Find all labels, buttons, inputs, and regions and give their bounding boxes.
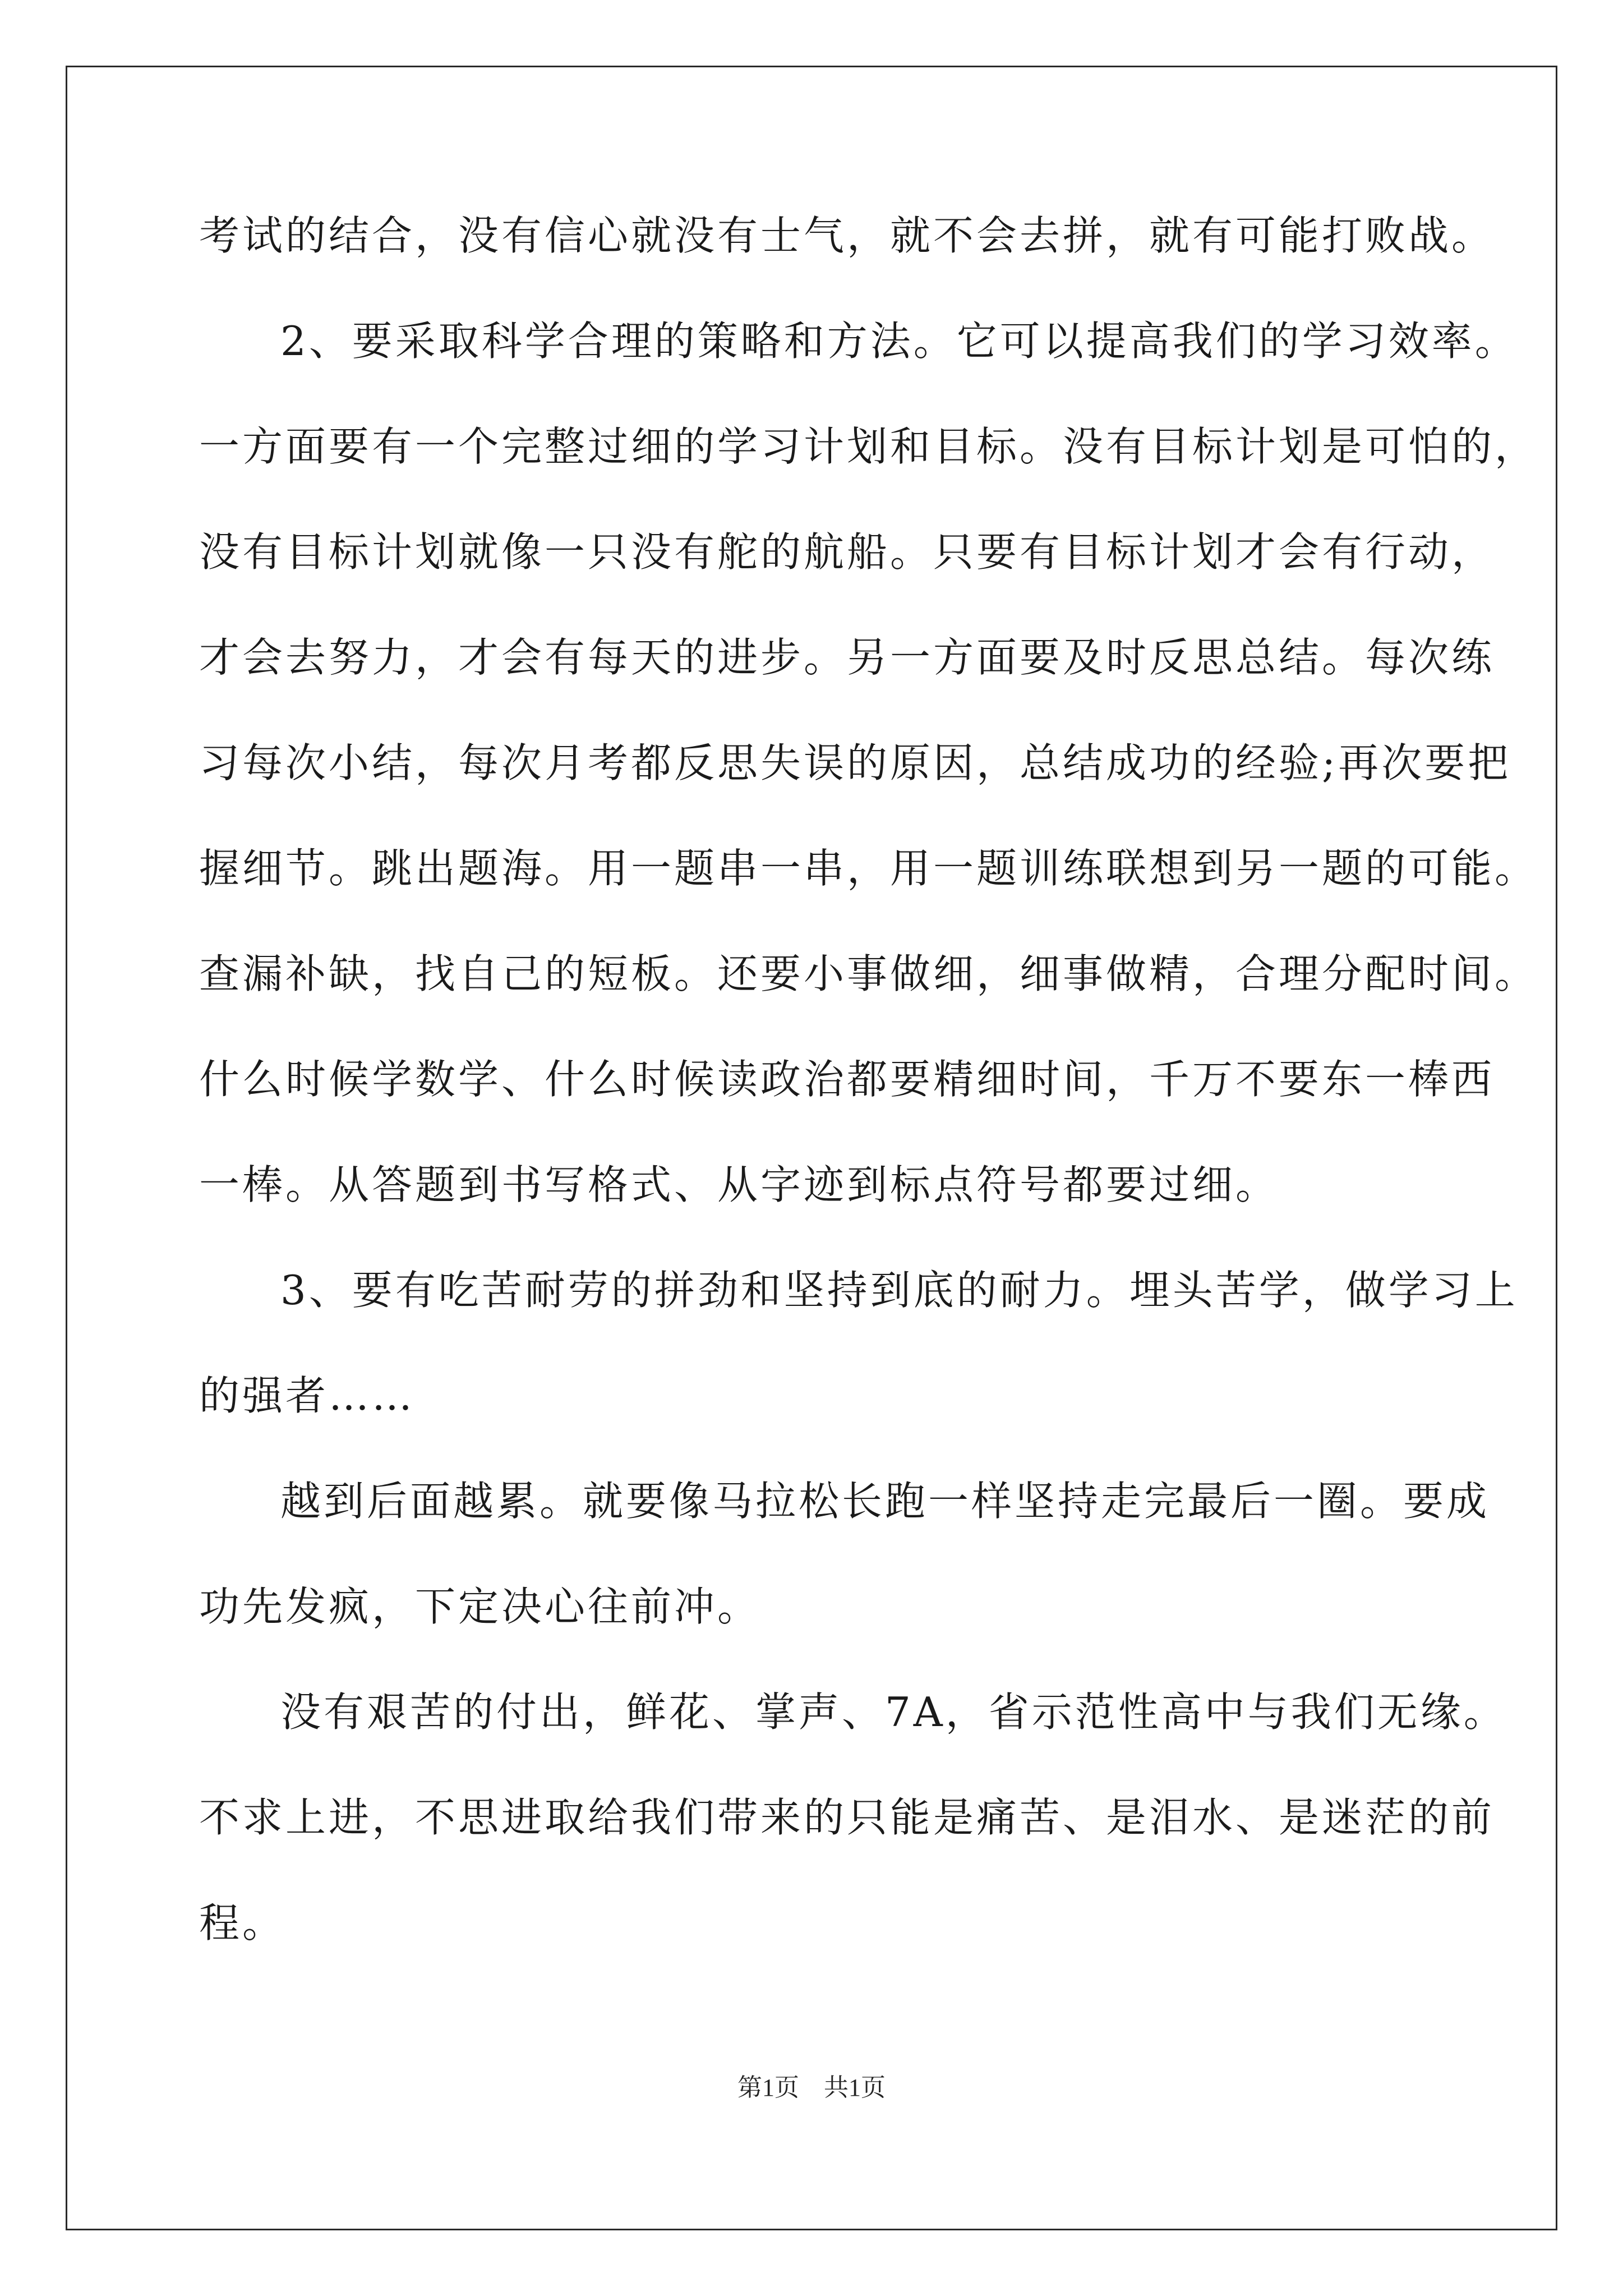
text-line: 才会去努力，才会有每天的进步。另一方面要及时反思总结。每次练 <box>199 634 1495 681</box>
text-line: 程。 <box>199 1899 286 1947</box>
text-line: 一方面要有一个完整过细的学习计划和目标。没有目标计划是可怕的， <box>199 423 1538 470</box>
paragraph-first-line: 没有艰苦的付出，鲜花、掌声、7A，省示范性高中与我们无缘。 <box>280 1688 1507 1736</box>
text-line: 习每次小结，每次月考都反思失误的原因，总结成功的经验;再次要把 <box>199 739 1511 786</box>
text-line: 什么时候学数学、什么时候读政治都要精细时间，千万不要东一棒西 <box>199 1056 1495 1103</box>
text-line: 不求上进，不思进取给我们带来的只能是痛苦、是泪水、是迷茫的前 <box>199 1794 1495 1841</box>
paragraph-first-line: 2、要采取科学合理的策略和方法。它可以提高我们的学习效率。 <box>280 318 1518 365</box>
paragraph-first-line: 越到后面越累。就要像马拉松长跑一样坚持走完最后一圈。要成 <box>280 1478 1490 1525</box>
text-line: 的强者…… <box>199 1372 416 1419</box>
page-number-footer: 第1页 共1页 <box>737 2074 886 2101</box>
text-line: 功先发疯，下定决心往前冲。 <box>199 1583 761 1630</box>
page-border <box>66 66 1557 2230</box>
text-line: 握细节。跳出题海。用一题串一串，用一题训练联想到另一题的可能。 <box>199 845 1538 892</box>
text-line: 没有目标计划就像一只没有舵的航船。只要有目标计划才会有行动， <box>199 528 1495 576</box>
paragraph-first-line: 3、要有吃苦耐劳的拼劲和坚持到底的耐力。埋头苦学，做学习上 <box>280 1267 1518 1314</box>
text-line: 考试的结合，没有信心就没有士气，就不会去拼，就有可能打败战。 <box>199 212 1495 259</box>
text-line: 查漏补缺，找自己的短板。还要小事做细，细事做精，合理分配时间。 <box>199 950 1538 997</box>
text-line: 一棒。从答题到书写格式、从字迹到标点符号都要过细。 <box>199 1161 1279 1208</box>
